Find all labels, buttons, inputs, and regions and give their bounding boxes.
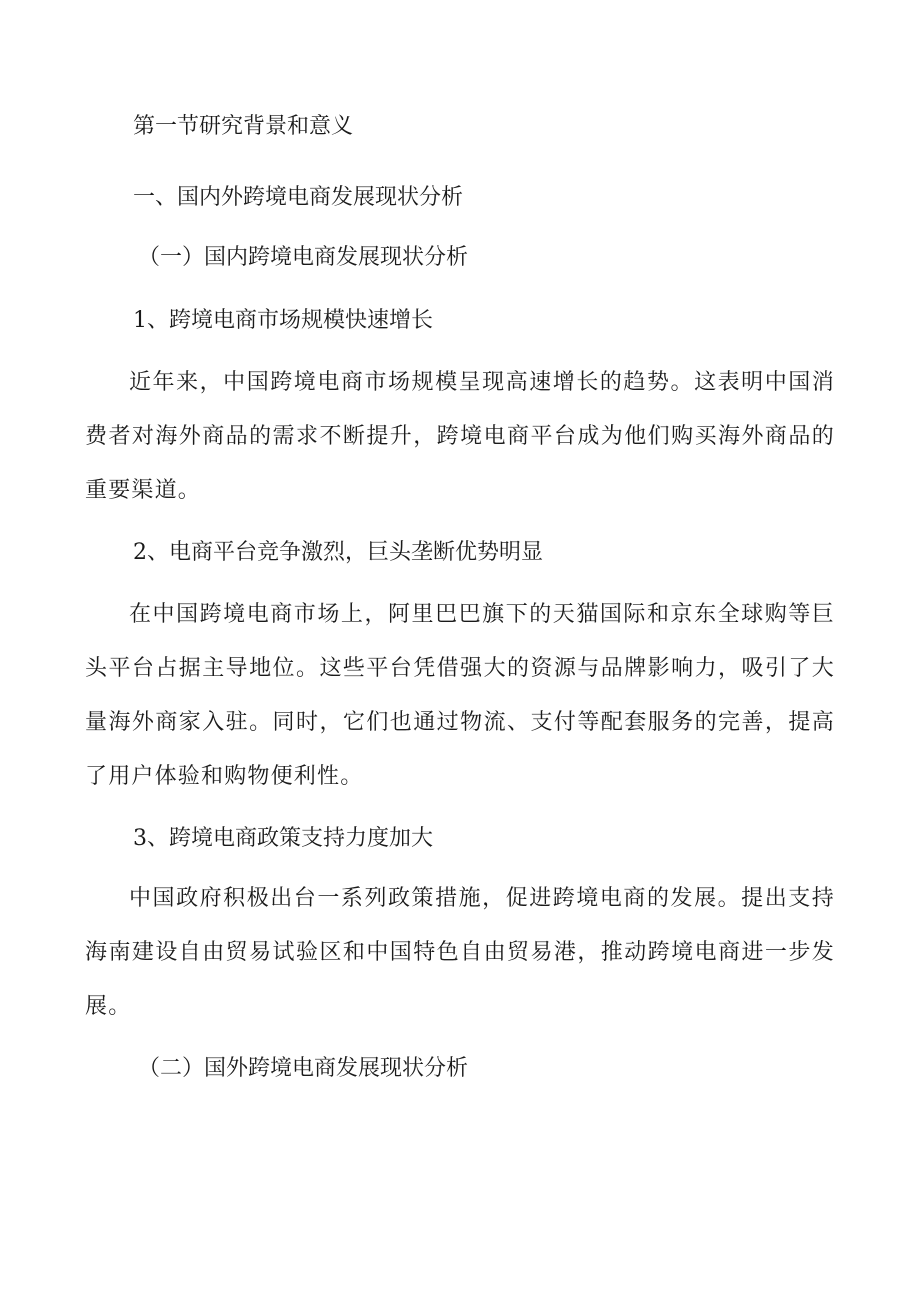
item-3-body: 中国政府积极出台一系列政策措施，促进跨境电商的发展。提出支持海南建设自由贸易试验区和中国特色自由贸易港，推动跨境电商进一步发展。: [85, 886, 835, 1019]
subheading-foreign-analysis: （二）国外跨境电商发展现状分析: [138, 1056, 469, 1081]
subheading-domestic-analysis: （一）国内跨境电商发展现状分析: [138, 245, 469, 270]
item-2-body: 在中国跨境电商市场上，阿里巴巴旗下的天猫国际和京东全球购等巨头平台占据主导地位。这些平台凭借强大的资源与品牌影响力，吸引了大量海外商家入驻。同时，它们也通过物流、支付等配套服务的完善，提高了用户体验和购物便利性。: [85, 602, 835, 789]
item-1-body: 近年来，中国跨境电商市场规模呈现高速增长的趋势。这表明中国消费者对海外商品的需求不断提升，跨境电商平台成为他们购买海外商品的重要渠道。: [85, 370, 835, 503]
item-1-title: 1、跨境电商市场规模快速增长: [133, 308, 433, 333]
item-2-title: 2、电商平台竞争激烈，巨头垄断优势明显: [133, 540, 543, 565]
heading-domestic-foreign-analysis: 一、国内外跨境电商发展现状分析: [133, 185, 464, 210]
item-3-title: 3、跨境电商政策支持力度加大: [133, 826, 433, 851]
section-title: 第一节研究背景和意义: [133, 114, 354, 139]
